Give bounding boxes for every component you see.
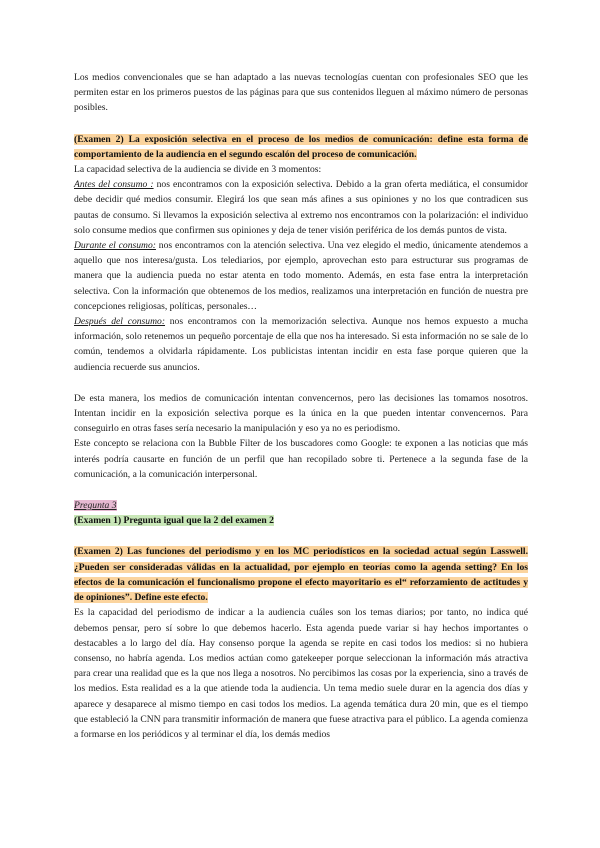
before-consumption-text: nos encontramos con la exposición selectiva. Debido a la gran oferta mediática, el consumidor debe decidir qué medios consumir. Elegirá los que sean más afines a sus opiniones y no los que contradicen sus pautas de consumo. Si llevamos la exposición selectiva al extremo nos encontramos con la polarización: el individuo solo consume medios que confirmen sus opiniones y deja de tener visión periférica de los demás puntos de vista. (74, 179, 528, 236)
q3-exam1-text: (Examen 1) Pregunta igual que la 2 del examen 2 (74, 515, 274, 527)
during-consumption-paragraph (74, 238, 528, 314)
q3-exam2-heading-text: (Examen 2) Las funciones del periodismo y en los MC periodísticos en la sociedad actual según Lasswell. ¿Pueden ser consideradas válidas en la actualidad, por ejemplo en teorías como la agenda setting? En los efectos de la comunicación el funcionalismo propone el efecto mayoritario es el“ reforzamiento de actitudes y de opiniones”. Define este efecto. (74, 546, 528, 604)
q3-exam2-heading (74, 544, 528, 605)
conclusion-paragraph-1: De esta manera, los medios de comunicación intentan convencernos, pero las decisiones las tomamos nosotros. Intentan incidir en la exposición selectiva porque es la única en la que pueden intentar convencernos. Para conseguirlo en otras fases sería necesario la manipulación y eso ya no es periodismo. (74, 392, 528, 435)
during-consumption-label: Durante el consumo: (74, 240, 156, 252)
before-consumption-paragraph (74, 177, 528, 238)
q2-exam2-heading (74, 132, 528, 162)
q3-label: Pregunta 3 (74, 500, 117, 512)
before-consumption-label: Antes del consumo : (74, 179, 154, 191)
intro-paragraph: Los medios convencionales que se han adaptado a las nuevas tecnologías cuentan con profesionales SEO que les permiten estar en los primeros puestos de las páginas para que sus contenidos lleguen al máximo número de personas posibles. (74, 72, 528, 114)
q3-label-line (74, 498, 528, 513)
after-consumption-text: nos encontramos con la memorización selectiva. Aunque nos hemos expuesto a mucha información, solo retenemos un pequeño porcentaje de ella que nos ha interesado. Si esta información no se sale de lo común, tendemos a olvidarla rápidamente. Los publicistas intentan incidir en esta fase porque quieren que la audiencia recuerde sus anuncios. (74, 316, 529, 373)
during-consumption-text: nos encontramos con la atención selectiva. Una vez elegido el medio, únicamente atendemos a aquello que nos interesa/gusta. Los telediarios, por ejemplo, aprovechan esto para estructurar sus programas de manera que la audiencia pueda no estar atenta en todo momento. Además, en esta fase entra la interpretación selectiva. Con la información que obtenemos de los medios, realizamos una interpretación en función de nuestra pre concepciones religiosas, políticas, personales… (74, 240, 528, 312)
q2-exam2-heading-text: (Examen 2) La exposición selectiva en el proceso de los medios de comunicación: define esta forma de comportamiento de la audiencia en el segundo escalón del proceso de comunicación. (74, 133, 528, 160)
after-consumption-label: Después del consumo: (74, 316, 166, 328)
document-page (74, 70, 528, 742)
after-consumption-paragraph (74, 314, 528, 375)
conclusion-paragraph-2: Este concepto se relaciona con la Bubble Filter de los buscadores como Google: te exponen a las noticias que más interés podría causarte en función de un perfil que han recopilado sobre ti. Pertenece a la segunda fase de la comunicación, a la comunicación interpersonal. (74, 438, 528, 480)
q2-lead: La capacidad selectiva de la audiencia se divide en 3 momentos: (74, 164, 322, 176)
q3-exam2-body: Es la capacidad del periodismo de indicar a la audiencia cuáles son los temas diarios; por tanto, no indica qué debemos pensar, pero sí sobre lo que debemos hacerlo. Esta agenda puede variar si hay hechos importantes o destacables a lo largo del día. Hay consenso porque la agenda se repite en casi todos los medios: si no hubiera consenso, no habría agenda. Los medios actúan como gatekeeper porque seleccionan la información más atractiva para crear una realidad que es la que nos llega a nosotros. No percibimos las cosas por la experiencia, sino a través de los medios. Esta realidad es a la que atiende toda la audiencia. Un tema medio suele durar en la agencia dos días y aparece y desaparece al mismo tiempo en casi todos los medios. La agenda temática dura 20 min, que es el tiempo que estableció la CNN para transmitir información de manera que fuese atractiva para el público. La agenda comienza a formarse en los periódicos y al terminar el día, los demás medios (74, 607, 528, 740)
q3-exam1-line (74, 513, 528, 528)
